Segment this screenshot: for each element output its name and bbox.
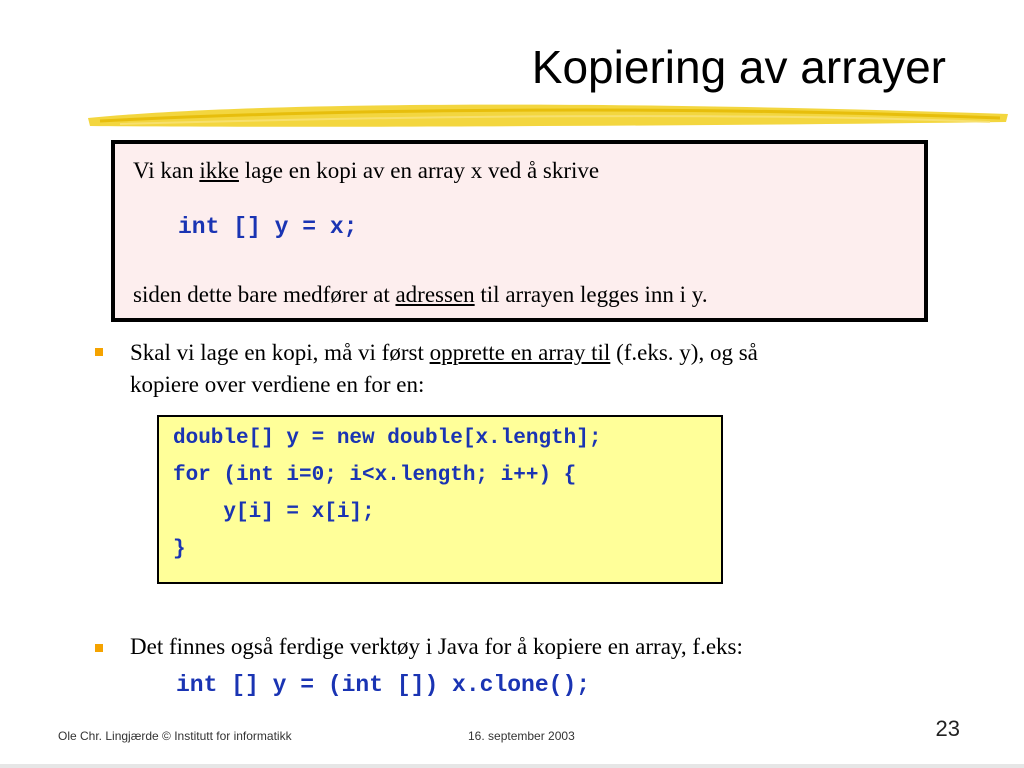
bullet-1-suffix: (f.eks. y), og så — [610, 340, 758, 365]
note-line-2 — [133, 282, 708, 308]
bullet-1-underlined: opprette en array til — [429, 340, 611, 365]
code-box — [157, 415, 723, 584]
note-line-2-prefix: siden dette bare medfører at — [133, 282, 396, 307]
bullet-1-line-2: kopiere over verdiene en for en: — [130, 372, 425, 397]
title-underline-swoosh — [0, 96, 1024, 136]
bullet-1-line-1 — [130, 340, 758, 366]
note-line-1-prefix: Vi kan — [133, 158, 200, 183]
code-line-4: } — [173, 538, 186, 561]
bullet-marker-1 — [95, 348, 103, 356]
footer-date: 16. september 2003 — [468, 729, 575, 743]
note-line-1-suffix: lage en kopi av en array x ved å skrive — [238, 158, 600, 183]
bottom-rule — [0, 764, 1024, 768]
code-line-1: double[] y = new double[x.length]; — [173, 427, 602, 450]
bullet-marker-2 — [95, 644, 103, 652]
page-number: 23 — [935, 716, 960, 741]
slide-title: Kopiering av arrayer — [531, 41, 946, 93]
code-line-3: y[i] = x[i]; — [173, 501, 375, 524]
note-line-2-suffix: til arrayen legges inn i y. — [474, 282, 708, 307]
note-box — [111, 140, 928, 322]
note-code: int [] y = x; — [178, 214, 358, 240]
bullet-2-code: int [] y = (int []) x.clone(); — [176, 672, 591, 698]
bullet-2-text: Det finnes også ferdige verktøy i Java for å kopiere en array, f.eks: — [130, 634, 743, 659]
code-line-2: for (int i=0; i<x.length; i++) { — [173, 464, 577, 487]
note-underlined-word-2: adressen — [395, 282, 475, 307]
note-underlined-word: ikke — [199, 158, 239, 183]
bullet-1-prefix: Skal vi lage en kopi, må vi først — [130, 340, 430, 365]
note-line-1 — [133, 158, 599, 184]
footer-author: Ole Chr. Lingjærde © Institutt for informatikk — [58, 729, 292, 743]
